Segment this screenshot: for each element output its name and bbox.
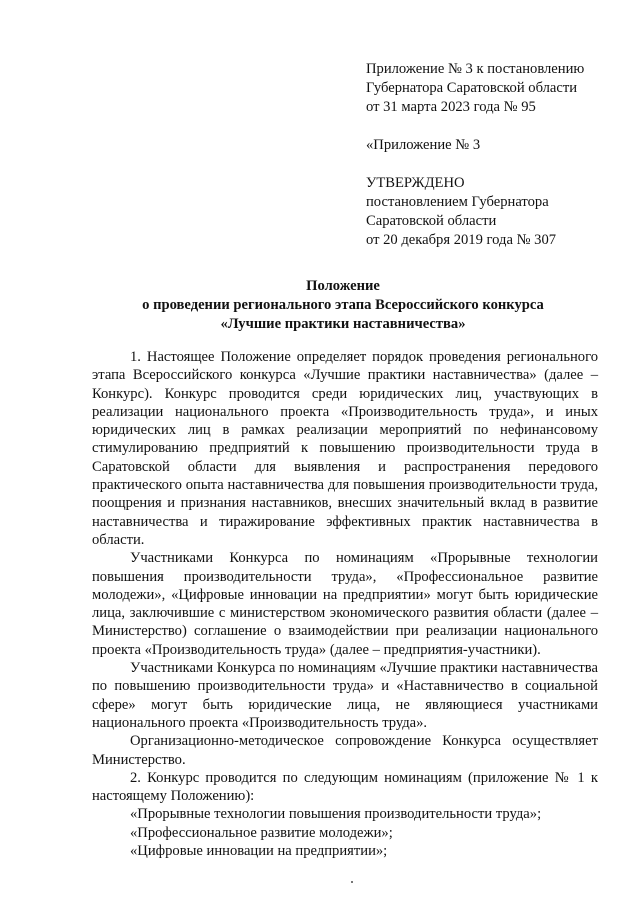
appendix-header xyxy=(366,60,626,250)
appendix-line: Губернатора Саратовской области xyxy=(366,80,578,96)
appendix-line: от 31 марта 2023 года № 95 xyxy=(366,99,536,115)
appendix-line: Приложение № 3 к постановлению xyxy=(366,61,585,77)
paragraph: 2. Конкурс проводится по следующим номинациям (приложение № 1 к настоящему Положению): xyxy=(92,769,598,805)
approved-line: от 20 декабря 2019 года № 307 xyxy=(366,232,557,248)
paragraph: 1. Настоящее Положение определяет порядок проведения регионального этапа Всероссийского конкурса «Лучшие практики наставничества» (далее – Конкурс). Конкурс проводится среди юридических лиц, участвующих в реализации национального проекта «Производительность труда», и иных юридических лиц в рамках реализации мероприятий по нефинансовому стимулированию предприятий к повышению производительности труда в Саратовской области для выявления и распространения передового практического опыта наставничества для повышения производительности труда, поощрения и признания наставников, внесших значительный вклад в развитие наставничества и тиражирование эффективных практик наставничества в области. xyxy=(92,349,598,548)
approved-line: Саратовской области xyxy=(366,213,497,229)
approved-line: постановлением Губернатора xyxy=(366,194,549,210)
document-title xyxy=(88,277,598,334)
document-body xyxy=(92,348,598,860)
paragraph: Организационно-методическое сопровождение Конкурса осуществляет Министерство. xyxy=(92,733,598,768)
title-line: о проведении регионального этапа Всероссийского конкурса xyxy=(142,297,544,313)
title-line: «Лучшие практики наставничества» xyxy=(220,316,466,332)
nomination-item: «Профессиональное развитие молодежи»; xyxy=(130,824,393,841)
appendix-label: «Приложение № 3 xyxy=(366,137,481,153)
title-line: Положение xyxy=(306,278,380,294)
nomination-item: «Цифровые инновации на предприятии»; xyxy=(130,843,388,860)
nomination-item: «Прорывные технологии повышения производительности труда»; xyxy=(130,806,542,823)
paragraph: Участниками Конкурса по номинациям «Прорывные технологии повышения производительности труда», «Профессиональное развитие молодежи», «Цифровые инновации на предприятии» могут быть юридические лица, заключившие с министерством экономического развития области (далее – Министерство) соглашение о взаимодействии при реализации национального проекта «Производительность труда» (далее – предприятия-участники). xyxy=(92,550,598,658)
paragraph: Участниками Конкурса по номинациям «Лучшие практики наставничества по повышению производительности труда» и «Наставничество в социальной сфере» могут быть юридические лица, не являющиеся участниками национального проекта «Производительность труда». xyxy=(92,660,598,731)
scan-speck xyxy=(351,881,353,883)
approved-title: УТВЕРЖДЕНО xyxy=(366,175,465,191)
